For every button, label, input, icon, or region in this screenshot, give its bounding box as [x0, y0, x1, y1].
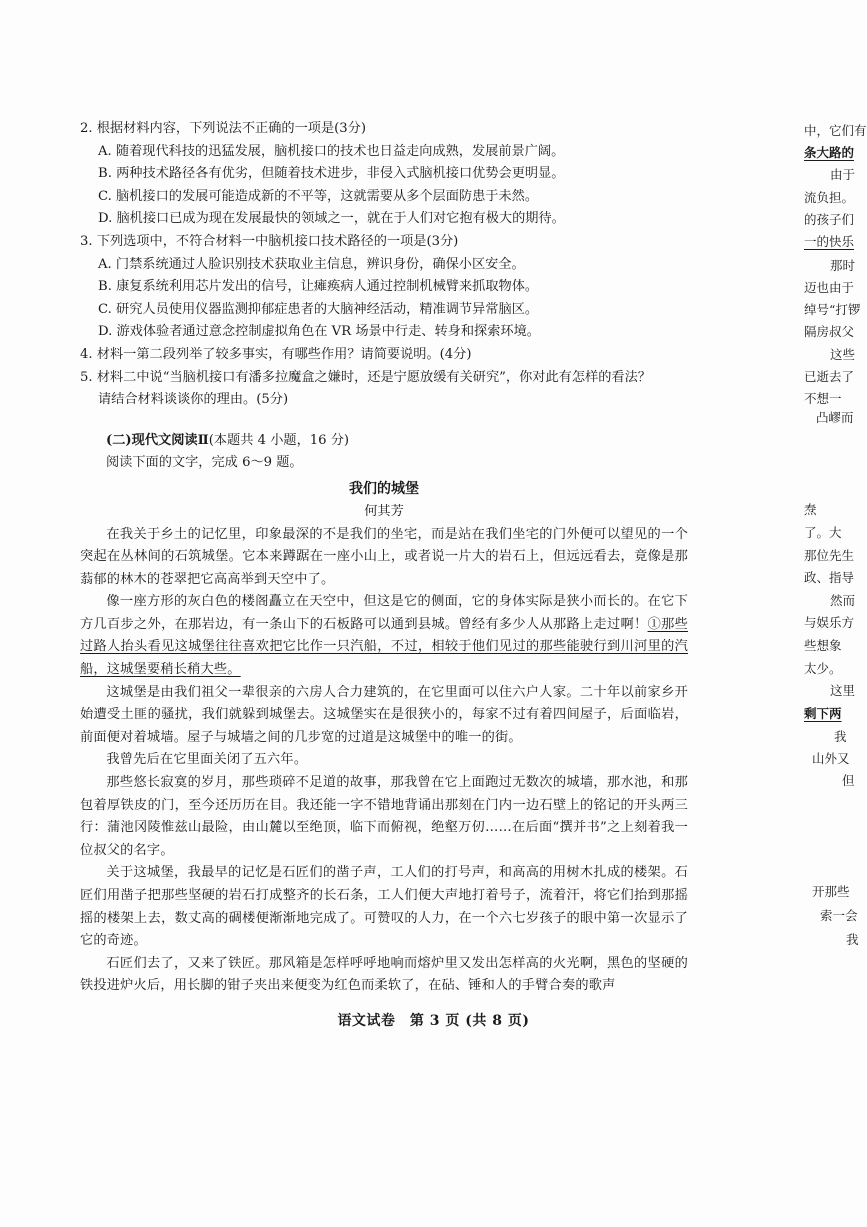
- question-5-stem: 5. 材料二中说“当脑机接口有潘多拉魔盒之嫌时，还是宁愿放缓有关研究”，你对此有怎样的看法？: [80, 369, 651, 385]
- section-instruction: 阅读下面的文字，完成 6～9 题。: [106, 455, 303, 471]
- right-fragment: 与娱乐方: [804, 615, 855, 630]
- right-fragment: 已逝去了: [804, 369, 855, 384]
- right-fragment: 由于: [830, 167, 856, 182]
- page-footer: 语文试卷 第 3 页 (共 8 页): [337, 1013, 530, 1029]
- right-fragment: 绰号“打锣: [804, 302, 861, 317]
- paragraph-2-text: 像一座方形的灰白色的楼阁矗立在天空中，但这是它的侧面，它的身体实际是狭小而长的。在它下方几百步之外，在那岩边，有一条山下的石板路可以通到县城。曾经有多少人从那路上走过啊！: [80, 594, 688, 632]
- right-fragment: 这里: [830, 683, 856, 698]
- article-paragraph-6: 关于这城堡，我最早的记忆是石匠们的凿子声，工人们的打号声，和高高的用树木扎成的楼架。石匠们用凿子把那些坚硬的岩石打成整齐的长石条，工人们便大声地打着号子，流着汗，将它们抬到那摇摇的楼架上去，数丈高的碉楼便渐渐地完成了。可赞叹的人力，在一个六七岁孩子的眼中第一次显示了它的奇迹。: [80, 865, 688, 949]
- main-column: [80, 118, 688, 998]
- right-fragment: 一的快乐: [804, 234, 855, 249]
- question-2-stem: 2. 根据材料内容，下列说法不正确的一项是(3分): [80, 121, 367, 136]
- right-fragment: 山外又: [812, 751, 850, 766]
- article-paragraph-2: [80, 591, 688, 681]
- right-fragment: 不想一: [804, 391, 842, 406]
- right-fragment: 中，它们有: [804, 123, 867, 138]
- right-fragment: 然而: [830, 593, 856, 608]
- question-3-option-a: A. 门禁系统通过人脸识别技术获取业主信息，辨识身份，确保小区安全。: [98, 256, 525, 272]
- right-fragment: 这些: [830, 347, 856, 362]
- right-fragment: 我: [834, 729, 847, 744]
- section-title: (二)现代文阅读Ⅱ: [106, 432, 209, 448]
- right-fragment: 凸嵺而: [816, 410, 854, 425]
- right-fragment: 开那些: [812, 884, 850, 899]
- question-3-option-b: B. 康复系统利用芯片发出的信号，让瘫痪病人通过控制机械臂来抓取物体。: [98, 279, 539, 295]
- question-2-option-b: B. 两种技术路径各有优劣，但随着技术进步，非侵入式脑机接口优势会更明显。: [98, 166, 565, 182]
- right-fragment: 政、指导: [804, 570, 855, 585]
- question-5-continuation: 请结合材料谈谈你的理由。(5分): [98, 392, 289, 408]
- right-fragment: 流负担。: [804, 190, 855, 205]
- question-4-stem: 4. 材料一第二段列举了较多事实，有哪些作用？请简要说明。(4分): [80, 346, 472, 362]
- right-fragment: 我: [846, 932, 859, 947]
- right-fragment: 了。大: [804, 525, 842, 540]
- question-3-option-c: C. 研究人员使用仪器监测抑郁症患者的大脑神经活动，精准调节异常脑区。: [98, 301, 539, 317]
- article-paragraph-5: 那些悠长寂寞的岁月，那些琐碎不足道的故事，那我曾在它上面跑过无数次的城墙，那水池，和那包着厚铁皮的门，至今还历历在目。我还能一字不错地背诵出那刻在门内一边石壁上的铭记的开头两三行：蒲池冈陵惟兹山最险，由山麓以至绝顶，临下而俯视，绝壑万仞……在后面“撰并书”之上刻着我一位叔父的名字。: [80, 775, 688, 858]
- question-2-option-d: D. 脑机接口已成为现在发展最快的领域之一，就在于人们对它抱有极大的期待。: [98, 211, 565, 227]
- right-fragment: 太少。: [804, 661, 842, 676]
- right-fragment: 些想象: [804, 638, 842, 653]
- underlined-sentence-1: ①那些过路人抬头看见这城堡往往喜欢把它比作一只汽船，不过，相较于他们见过的那些能驶行到川河里的汽船，这城堡要稍长稍大些。: [80, 616, 688, 678]
- right-fragment: 那位先生: [804, 548, 855, 563]
- right-fragment: 隔房叔父: [804, 324, 855, 339]
- right-fragment: 的孩子们: [804, 212, 855, 227]
- section-note: (本题共 4 小题，16 分): [208, 432, 350, 448]
- question-2-option-a: A. 随着现代科技的迅猛发展，脑机接口的技术也日益走向成熟，发展前景广阔。: [98, 143, 565, 159]
- right-fragment: 剩下两: [804, 706, 842, 721]
- article-paragraph-7: 石匠们去了，又来了铁匠。那风箱是怎样呼呼地响而熔炉里又发出怎样高的火光啊，黑色的坚硬的铁投进炉火后，用长脚的钳子夹出来便变为红色而柔软了，在砧、锤和人的手臂合奏的歌声: [80, 955, 688, 994]
- right-fragment: 索一会: [820, 908, 858, 923]
- right-fragment: 那时: [830, 258, 856, 273]
- article-paragraph-4: 我曾先后在它里面关闭了五六年。: [106, 752, 308, 768]
- right-fragment: 迈也由于: [804, 280, 855, 295]
- article-author: 何其芳: [364, 503, 404, 519]
- right-fragment: 但: [842, 773, 855, 788]
- question-3-stem: 3. 下列选项中，不符合材料一中脑机接口技术路径的一项是(3分): [80, 233, 459, 249]
- article-title: 我们的城堡: [349, 480, 419, 497]
- article-paragraph-3: 这城堡是由我们祖父一辈很亲的六房人合力建筑的，在它里面可以住六户人家。二十年以前家乡开始遭受土匪的骚扰，我们就躲到城堡去。这城堡实在是很狭小的，每家不过有着四间屋子，后面临岩，前面便对着城墙。屋子与城墙之间的几步宽的过道是这城堡中的唯一的街。: [80, 684, 688, 745]
- right-fragment: 焘: [804, 502, 817, 517]
- article-paragraph-1: 在我关于乡土的记忆里，印象最深的不是我们的坐宅，而是站在我们坐宅的门外便可以望见的一个突起在丛林间的石筑城堡。它本来蹲踞在一座小山上，或者说一片大的岩石上，但远远看去，竟像是那蓊郁的林木的苍翠把它高高举到天空中了。: [80, 526, 688, 587]
- right-fragment: 条大路的: [804, 145, 855, 160]
- section-heading: [80, 430, 688, 453]
- question-2-option-c: C. 脑机接口的发展可能造成新的不平等，这就需要从多个层面防患于未然。: [98, 188, 539, 204]
- question-3-option-d: D. 游戏体验者通过意念控制虚拟角色在 VR 场景中行走、转身和探索环境。: [98, 324, 540, 340]
